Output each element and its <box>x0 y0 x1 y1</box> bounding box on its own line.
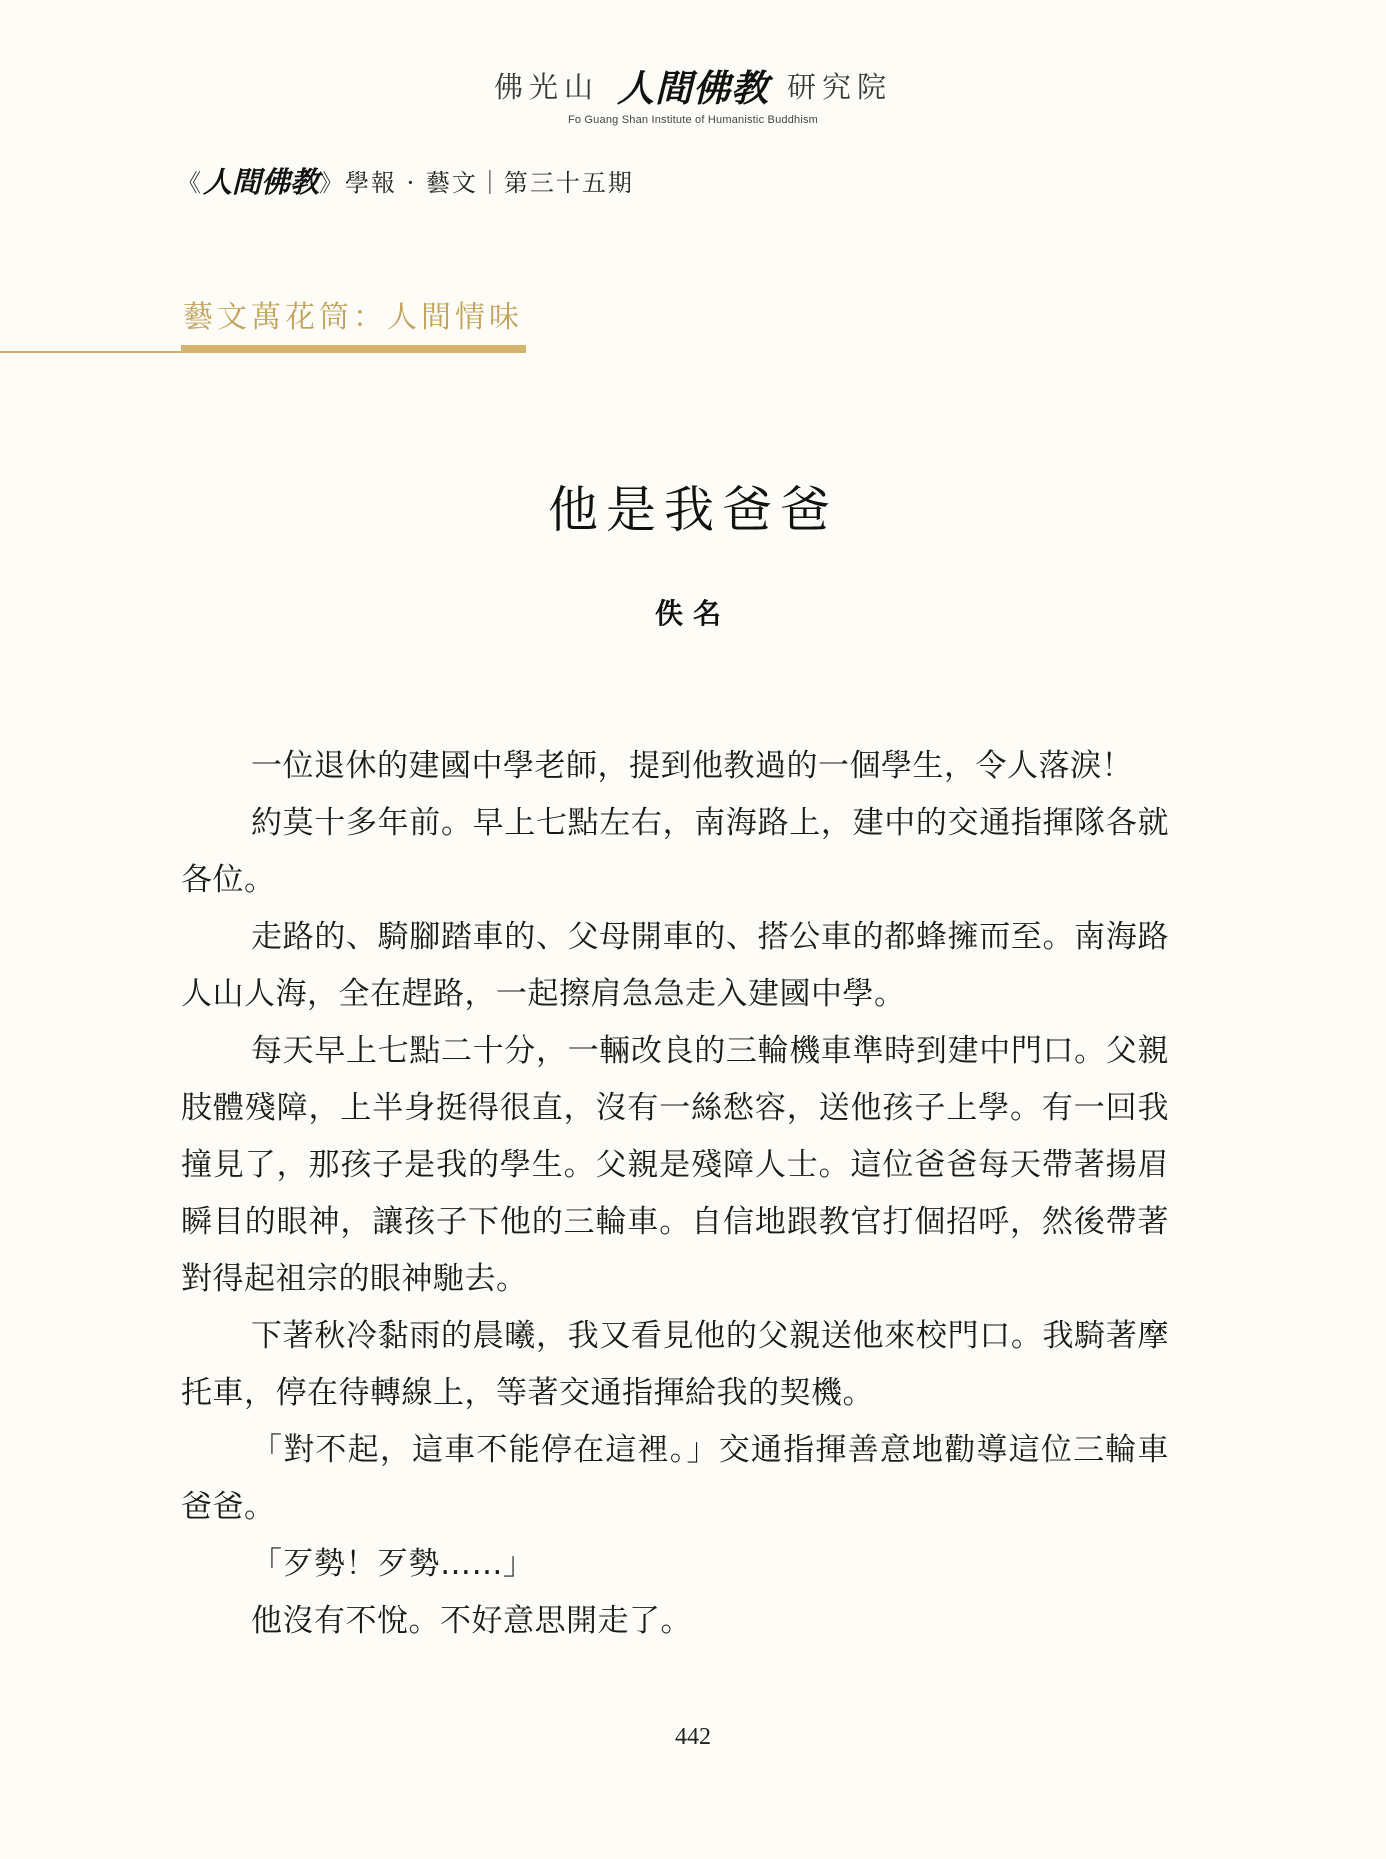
paragraph: 一位退休的建國中學老師，提到他教過的一個學生，令人落淚！ <box>251 748 1133 784</box>
page-number: 442 <box>675 1724 711 1750</box>
journal-open-bracket: 《 <box>177 169 203 197</box>
institute-prefix: 佛光山 <box>493 69 599 104</box>
section-heading: 藝文萬花筒：人間情味 <box>183 300 523 335</box>
article-author: 佚名 <box>654 597 731 630</box>
journal-brand: 人間佛教 <box>203 165 320 199</box>
paragraph: 「歹勢！歹勢……」 <box>251 1546 535 1582</box>
institute-brand: 人間佛教 <box>617 67 769 110</box>
section-rule-accent <box>181 345 526 353</box>
institute-header <box>0 58 1386 126</box>
article-body <box>181 738 1169 1650</box>
article-title: 他是我爸爸 <box>548 481 838 539</box>
paragraph: 他沒有不悅。不好意思開走了。 <box>251 1603 692 1639</box>
journal-issue: 》學報 · 藝文｜第三十五期 <box>319 169 634 197</box>
institute-logo <box>494 58 892 112</box>
institute-english-name: Fo Guang Shan Institute of Humanistic Buddhism <box>567 114 819 126</box>
paragraph: 走路的、騎腳踏車的、父母開車的、搭公車的都蜂擁而至。南海路人山人海，全在趕路，一起擦肩急急走入建國中學。 <box>181 919 1169 1012</box>
paragraph: 每天早上七點二十分，一輛改良的三輪機車準時到建中門口。父親肢體殘障，上半身挺得很直，沒有一絲愁容，送他孩子上學。有一回我撞見了，那孩子是我的學生。父親是殘障人士。這位爸爸每天帶著揚眉瞬目的眼神，讓孩子下他的三輪車。自信地跟教官打個招呼，然後帶著對得起祖宗的眼神馳去。 <box>181 1033 1169 1297</box>
paragraph: 下著秋冷黏雨的晨曦，我又看見他的父親送他來校門口。我騎著摩托車，停在待轉線上，等著交通指揮給我的契機。 <box>181 1318 1169 1411</box>
paragraph: 「對不起，這車不能停在這裡。」交通指揮善意地勸導這位三輪車爸爸。 <box>181 1432 1169 1525</box>
paragraph: 約莫十多年前。早上七點左右，南海路上，建中的交通指揮隊各就各位。 <box>181 805 1169 898</box>
institute-suffix: 研究院 <box>787 69 893 104</box>
journal-running-head <box>177 160 634 201</box>
